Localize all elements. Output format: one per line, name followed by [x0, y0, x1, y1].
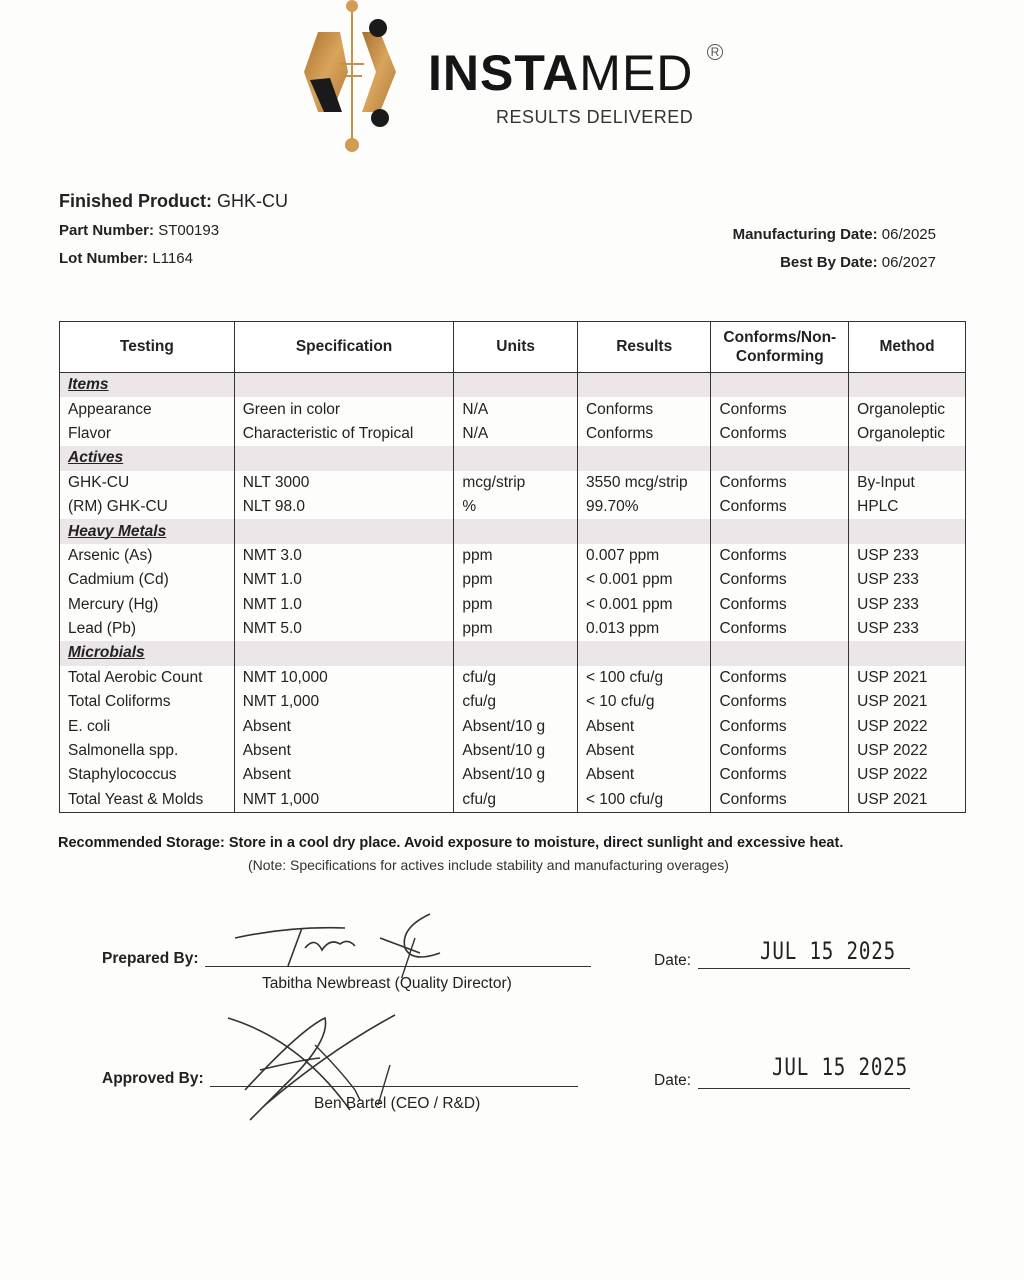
prepared-signature-icon — [230, 908, 470, 978]
section-empty-cell — [454, 446, 578, 470]
cell-specification: Absent — [234, 714, 454, 738]
dna-hexagon-logo-icon — [300, 0, 400, 155]
cell-specification: NMT 1,000 — [234, 690, 454, 714]
approved-date-stamp: JUL 15 2025 — [772, 1053, 908, 1081]
prepared-by-name: Tabitha Newbreast (Quality Director) — [262, 975, 512, 992]
cell-units: mcg/strip — [454, 471, 578, 495]
approved-by-label: Approved By: — [102, 1070, 204, 1087]
cell-conforms: Conforms — [711, 690, 849, 714]
section-empty-cell — [849, 373, 966, 398]
cell-specification: Green in color — [234, 397, 454, 421]
cell-results: 99.70% — [577, 495, 711, 519]
specifications-note: (Note: Specifications for actives include stability and manufacturing overages) — [248, 857, 729, 873]
cell-units: N/A — [454, 422, 578, 446]
cell-testing: Total Coliforms — [60, 690, 235, 714]
approved-by-name: Ben Bartel (CEO / R&D) — [314, 1095, 481, 1112]
finished-product: Finished Product: GHK-CU — [59, 191, 289, 211]
cell-testing: Flavor — [60, 422, 235, 446]
lot-number: Lot Number: L1164 — [59, 250, 193, 267]
section-empty-cell — [577, 641, 711, 665]
section-empty-cell — [234, 641, 454, 665]
col-header-units: Units — [454, 322, 578, 373]
cell-method: HPLC — [849, 495, 966, 519]
cell-conforms: Conforms — [711, 617, 849, 641]
brand-name: INSTAMED — [428, 45, 694, 101]
cell-specification: NMT 5.0 — [234, 617, 454, 641]
cell-conforms: Conforms — [711, 471, 849, 495]
cell-units: ppm — [454, 568, 578, 592]
cell-conforms: Conforms — [711, 714, 849, 738]
section-empty-cell — [234, 446, 454, 470]
cell-results: Absent — [577, 714, 711, 738]
registered-trademark-icon: R — [707, 44, 723, 60]
section-empty-cell — [849, 446, 966, 470]
table-row — [60, 763, 966, 787]
prepared-by-label: Prepared By: — [102, 950, 199, 967]
section-header-row — [60, 446, 966, 470]
section-empty-cell — [711, 446, 849, 470]
cell-results: Conforms — [577, 397, 711, 421]
table-row — [60, 397, 966, 421]
section-empty-cell — [711, 373, 849, 398]
table-row — [60, 568, 966, 592]
section-label: Heavy Metals — [60, 519, 235, 543]
cell-method: By-Input — [849, 471, 966, 495]
table-row — [60, 422, 966, 446]
cell-conforms: Conforms — [711, 739, 849, 763]
cell-results: < 100 cfu/g — [577, 666, 711, 690]
section-empty-cell — [234, 373, 454, 398]
cell-specification: NMT 1.0 — [234, 593, 454, 617]
manufacturing-date: Manufacturing Date: 06/2025 — [732, 226, 936, 243]
col-header-method: Method — [849, 322, 966, 373]
cell-units: ppm — [454, 593, 578, 617]
cell-specification: NLT 3000 — [234, 471, 454, 495]
table-row — [60, 495, 966, 519]
cell-testing: E. coli — [60, 714, 235, 738]
cell-specification: NLT 98.0 — [234, 495, 454, 519]
cell-testing: GHK-CU — [60, 471, 235, 495]
brand-tagline: RESULTS DELIVERED — [496, 107, 694, 127]
cell-units: N/A — [454, 397, 578, 421]
table-row — [60, 617, 966, 641]
cell-method: USP 233 — [849, 617, 966, 641]
cell-results: Conforms — [577, 422, 711, 446]
cell-method: USP 2021 — [849, 666, 966, 690]
table-row — [60, 714, 966, 738]
section-empty-cell — [577, 446, 711, 470]
cell-conforms: Conforms — [711, 666, 849, 690]
prepared-date-label: Date: — [654, 952, 692, 969]
cell-conforms: Conforms — [711, 593, 849, 617]
col-header-testing: Testing — [60, 322, 235, 373]
cell-testing: Mercury (Hg) — [60, 593, 235, 617]
col-header-specification: Specification — [234, 322, 454, 373]
section-header-row — [60, 641, 966, 665]
cell-conforms: Conforms — [711, 568, 849, 592]
cell-units: cfu/g — [454, 690, 578, 714]
cell-method: USP 2022 — [849, 739, 966, 763]
table-row — [60, 788, 966, 813]
cell-testing: Arsenic (As) — [60, 544, 235, 568]
cell-method: USP 2022 — [849, 714, 966, 738]
table-row — [60, 471, 966, 495]
cell-method: Organoleptic — [849, 422, 966, 446]
section-label: Items — [60, 373, 235, 398]
section-empty-cell — [711, 641, 849, 665]
cell-conforms: Conforms — [711, 788, 849, 813]
section-empty-cell — [711, 519, 849, 543]
col-header-conforms: Conforms/Non- Conforming — [711, 322, 849, 373]
cell-method: USP 233 — [849, 544, 966, 568]
section-header-row — [60, 519, 966, 543]
cell-conforms: Conforms — [711, 544, 849, 568]
cell-units: % — [454, 495, 578, 519]
cell-results: < 100 cfu/g — [577, 788, 711, 813]
cell-units: Absent/10 g — [454, 714, 578, 738]
table-row — [60, 666, 966, 690]
section-empty-cell — [454, 373, 578, 398]
table-row — [60, 544, 966, 568]
section-empty-cell — [849, 519, 966, 543]
section-empty-cell — [454, 519, 578, 543]
cell-units: cfu/g — [454, 666, 578, 690]
table-header-row — [60, 322, 966, 373]
cell-results: 0.013 ppm — [577, 617, 711, 641]
cell-testing: Lead (Pb) — [60, 617, 235, 641]
cell-testing: Salmonella spp. — [60, 739, 235, 763]
cell-specification: Absent — [234, 763, 454, 787]
storage-instructions: Recommended Storage: Store in a cool dry place. Avoid exposure to moisture, direct sunlight and excessive heat. — [58, 835, 844, 851]
cell-testing: Staphylococcus — [60, 763, 235, 787]
cell-method: Organoleptic — [849, 397, 966, 421]
prepared-date-line — [698, 968, 910, 969]
cell-testing: (RM) GHK-CU — [60, 495, 235, 519]
cell-method: USP 233 — [849, 593, 966, 617]
cell-method: USP 2021 — [849, 788, 966, 813]
cell-testing: Appearance — [60, 397, 235, 421]
cell-specification: NMT 10,000 — [234, 666, 454, 690]
approved-date-label: Date: — [654, 1072, 692, 1089]
section-empty-cell — [577, 519, 711, 543]
cell-method: USP 2022 — [849, 763, 966, 787]
section-empty-cell — [577, 373, 711, 398]
cell-conforms: Conforms — [711, 397, 849, 421]
cell-specification: NMT 3.0 — [234, 544, 454, 568]
section-empty-cell — [234, 519, 454, 543]
cell-specification: Absent — [234, 739, 454, 763]
cell-units: Absent/10 g — [454, 763, 578, 787]
cell-results: 0.007 ppm — [577, 544, 711, 568]
cell-method: USP 2021 — [849, 690, 966, 714]
section-empty-cell — [454, 641, 578, 665]
cell-testing: Total Aerobic Count — [60, 666, 235, 690]
cell-units: Absent/10 g — [454, 739, 578, 763]
part-number: Part Number: ST00193 — [59, 222, 220, 239]
cell-results: < 10 cfu/g — [577, 690, 711, 714]
cell-specification: NMT 1.0 — [234, 568, 454, 592]
company-logo — [300, 0, 730, 160]
section-header-row — [60, 373, 966, 398]
cell-results: Absent — [577, 763, 711, 787]
cell-specification: Characteristic of Tropical — [234, 422, 454, 446]
best-by-date: Best By Date: 06/2027 — [780, 254, 936, 271]
cell-results: < 0.001 ppm — [577, 593, 711, 617]
table-row — [60, 690, 966, 714]
section-label: Microbials — [60, 641, 235, 665]
col-header-results: Results — [577, 322, 711, 373]
approved-date-line — [698, 1088, 910, 1089]
table-row — [60, 739, 966, 763]
test-results-table — [59, 321, 966, 813]
section-empty-cell — [849, 641, 966, 665]
cell-method: USP 233 — [849, 568, 966, 592]
cell-conforms: Conforms — [711, 422, 849, 446]
table-row — [60, 593, 966, 617]
cell-units: ppm — [454, 617, 578, 641]
cell-units: cfu/g — [454, 788, 578, 813]
prepared-date-stamp: JUL 15 2025 — [760, 937, 896, 965]
cell-specification: NMT 1,000 — [234, 788, 454, 813]
cell-conforms: Conforms — [711, 763, 849, 787]
cell-units: ppm — [454, 544, 578, 568]
cell-results: < 0.001 ppm — [577, 568, 711, 592]
cell-results: Absent — [577, 739, 711, 763]
cell-results: 3550 mcg/strip — [577, 471, 711, 495]
section-label: Actives — [60, 446, 235, 470]
cell-conforms: Conforms — [711, 495, 849, 519]
cell-testing: Total Yeast & Molds — [60, 788, 235, 813]
cell-testing: Cadmium (Cd) — [60, 568, 235, 592]
